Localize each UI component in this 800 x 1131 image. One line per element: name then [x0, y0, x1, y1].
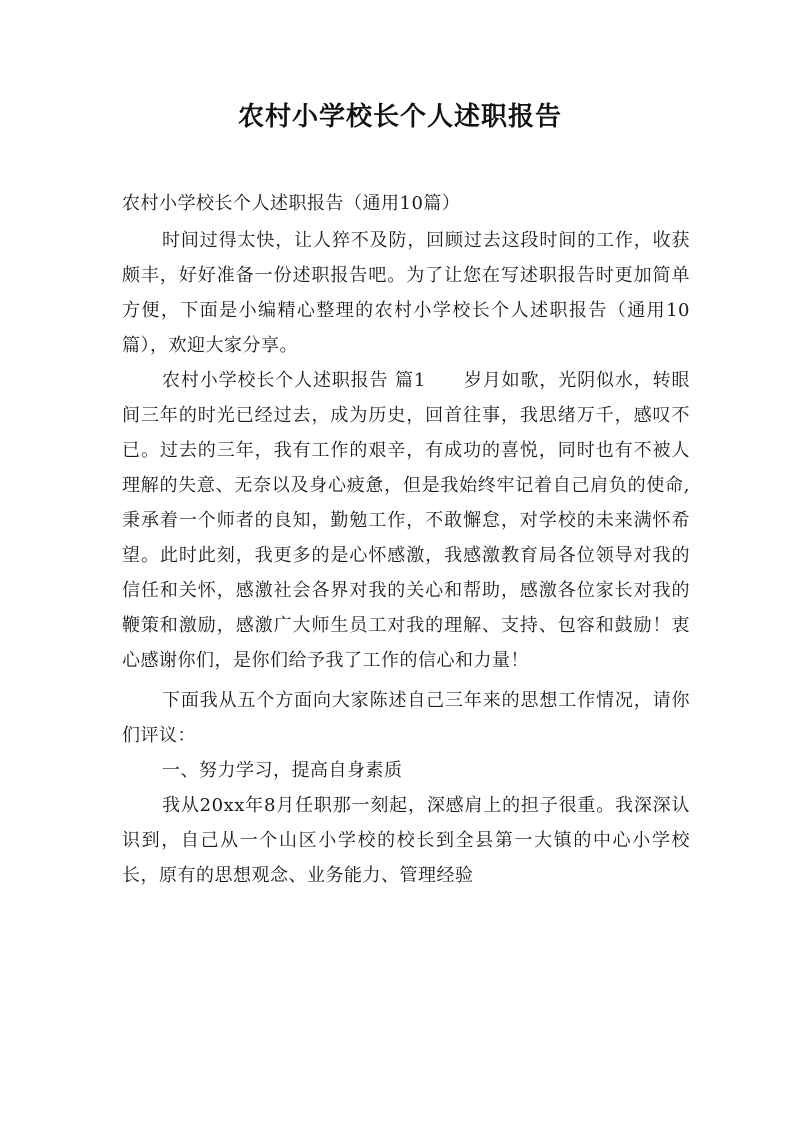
paragraph-overview: 下面我从五个方面向大家陈述自己三年来的思想工作情况，请你们评议： — [122, 690, 690, 746]
document-title: 农村小学校长个人述职报告 — [237, 102, 562, 132]
document-body — [122, 186, 690, 893]
section-heading-1: 一、努力学习，提高自身素质 — [162, 760, 403, 781]
paragraph-section1: 我从20xx年8月任职那一刻起，深感肩上的担子很重。我深深认识到，自己从一个山区小学校的校长到全县第一大镇的中心小学校长，原有的思想观念、业务能力、管理经验 — [122, 795, 690, 886]
paragraph-intro: 时间过得太快，让人猝不及防，回顾过去这段时间的工作，收获颇丰，好好准备一份述职报告吧。为了让您在写述职报告时更加简单方便，下面是小编精心整理的农村小学校长个人述职报告（通用10篇），欢迎大家分享。 — [122, 230, 690, 356]
document-subtitle: 农村小学校长个人述职报告（通用10篇） — [122, 193, 461, 214]
paragraph-part1: 农村小学校长个人述职报告 篇1 岁月如歌，光阴似水，转眼间三年的时光已经过去，成为历史，回首往事，我思绪万千，感叹不已。过去的三年，我有工作的艰辛，有成功的喜悦，同时也有不被人理解的失意、无奈以及身心疲惫，但是我始终牢记着自己肩负的使命,秉承着一个师者的良知，勤勉工作，不敢懈怠，对学校的未来满怀希望。此时此刻，我更多的是心怀感激，我感激教育局各位领导对我的信任和关怀，感激社会各界对我的关心和帮助，感激各位家长对我的鞭策和激励，感激广大师生员工对我的理解、支持、包容和鼓励！衷心感谢你们，是你们给予我了工作的信心和力量！ — [122, 370, 690, 671]
